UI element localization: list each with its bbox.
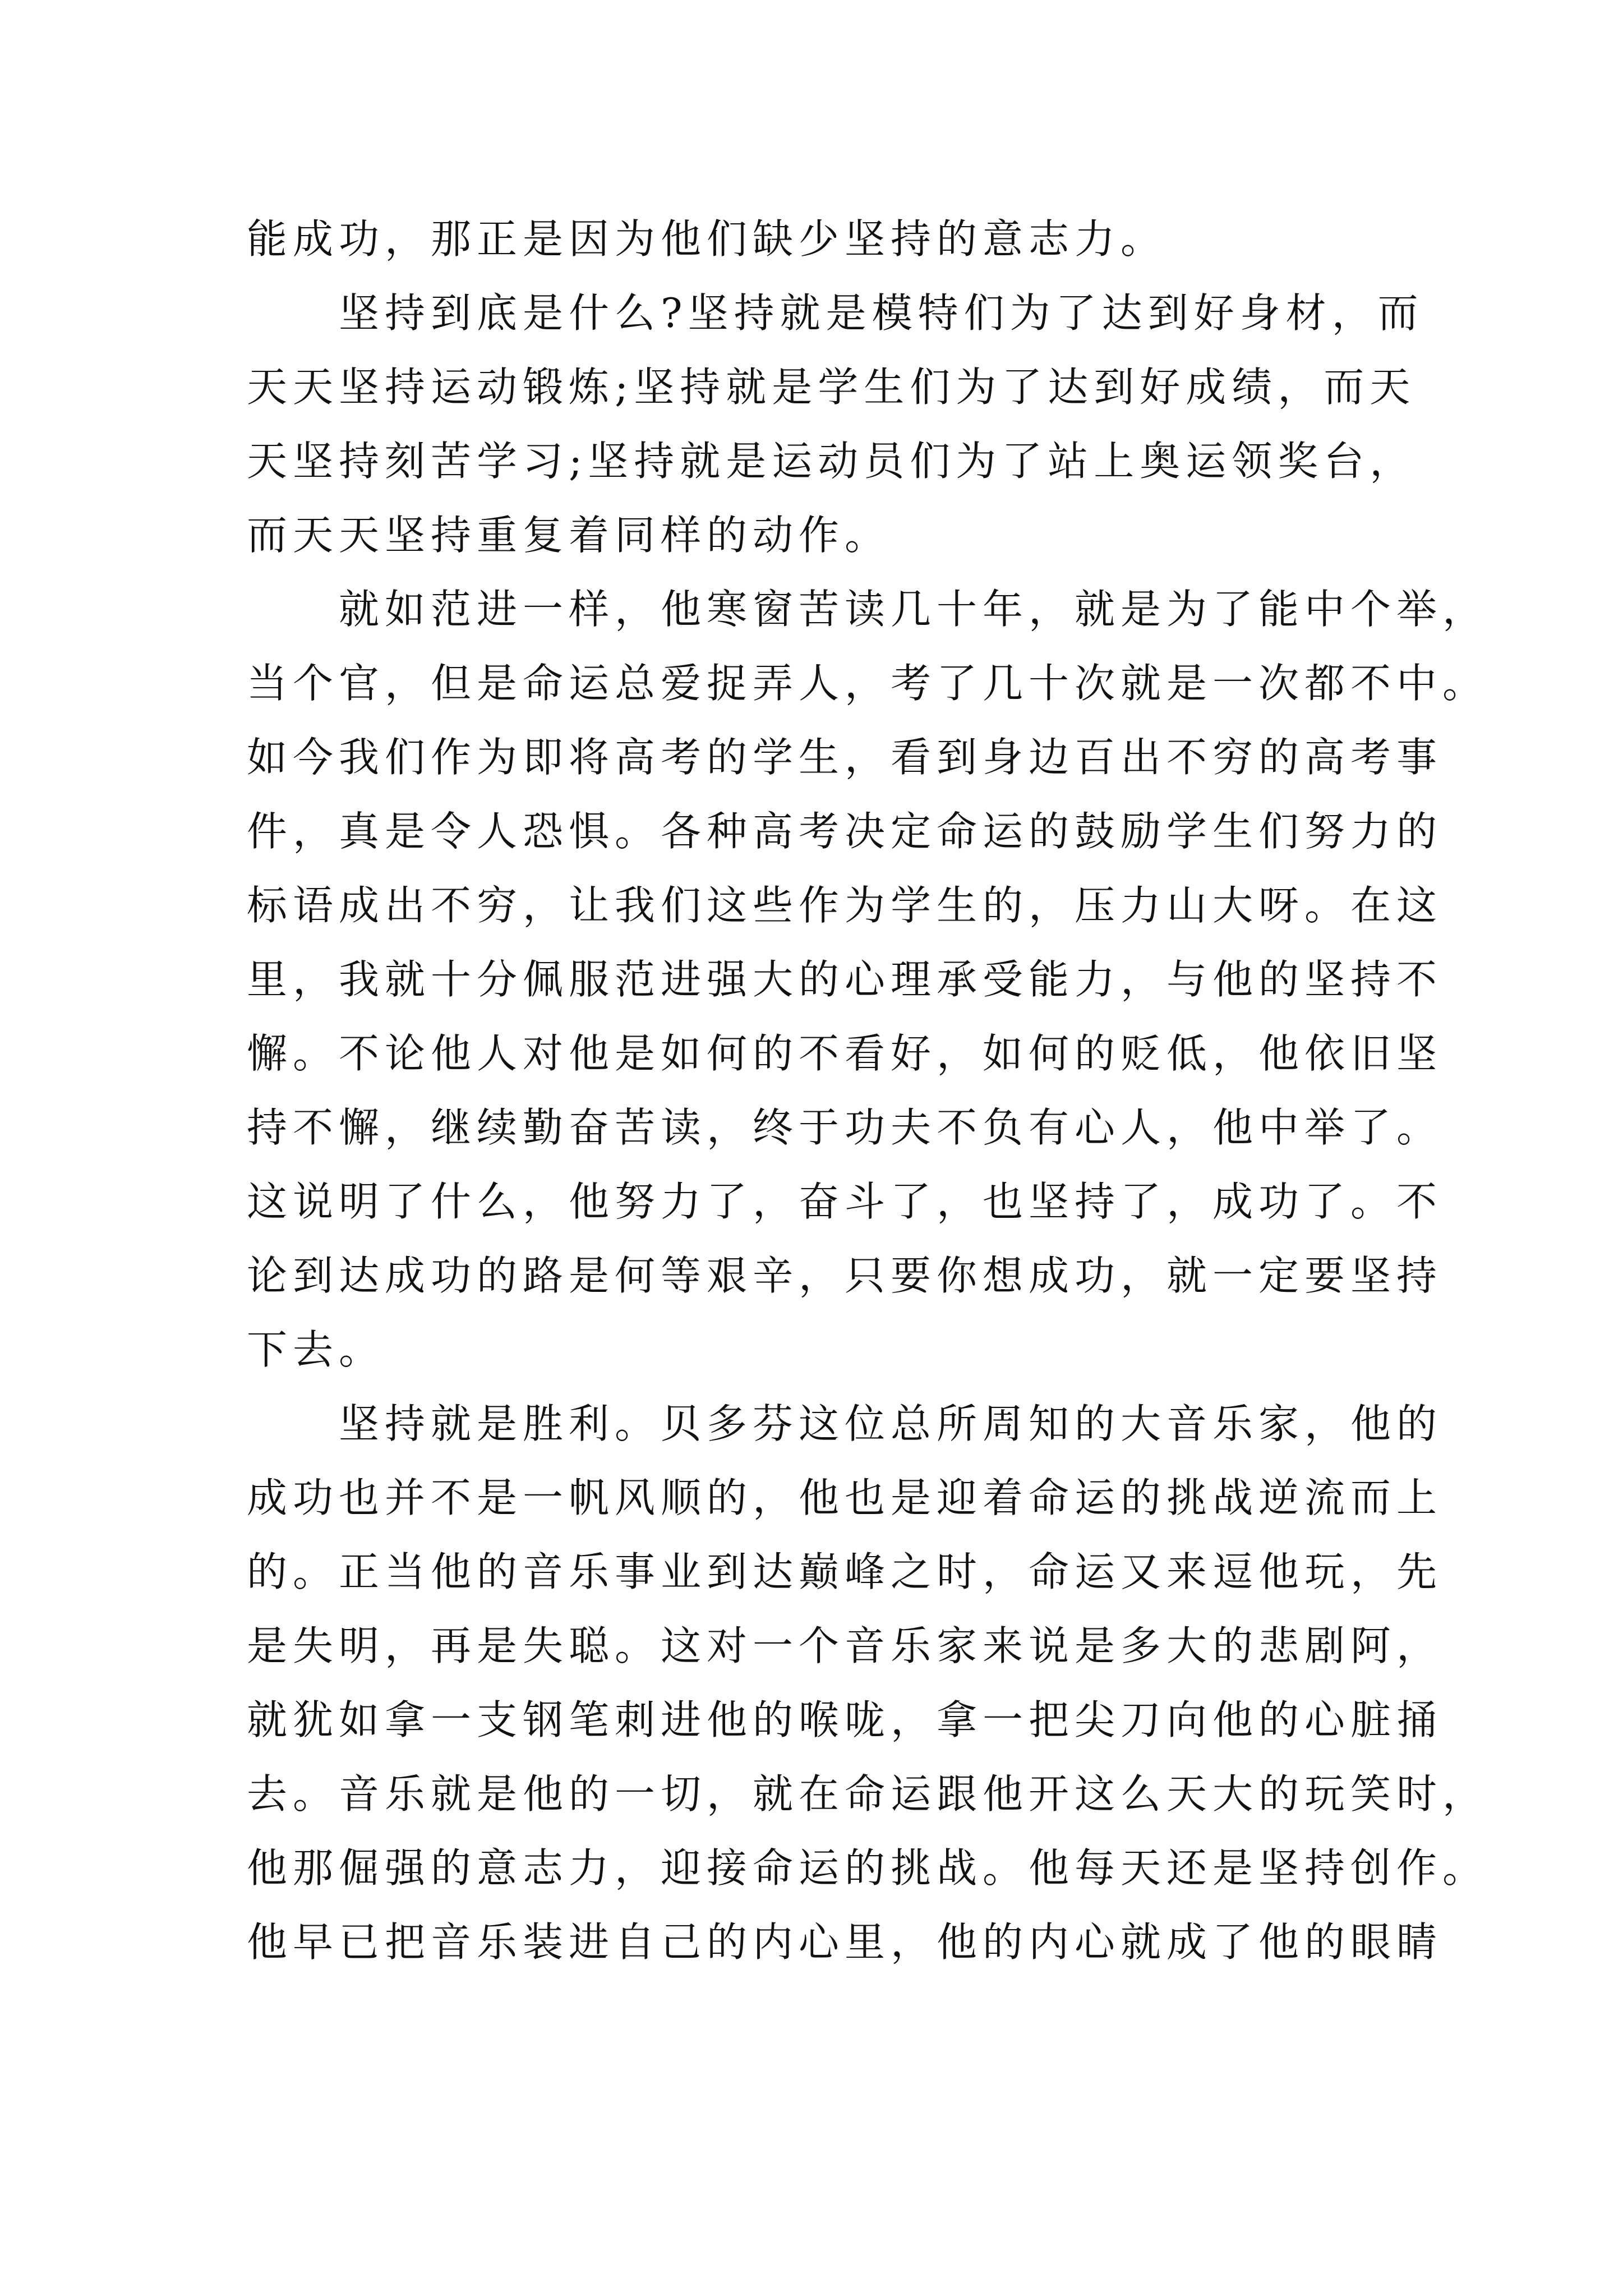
text-line: 他早已把音乐装进自己的内心里，他的内心就成了他的眼睛 — [247, 1918, 1443, 1966]
text-line: 去。音乐就是他的一切，就在命运跟他开这么天大的玩笑时， — [247, 1770, 1489, 1818]
text-line: 里，我就十分佩服范进强大的心理承受能力，与他的坚持不 — [247, 956, 1443, 1003]
text-line: 这说明了什么，他努力了，奋斗了，也坚持了，成功了。不 — [247, 1178, 1443, 1225]
text-line: 天坚持刻苦学习;坚持就是运动员们为了站上奥运领奖台， — [247, 438, 1416, 485]
text-line: 能成功，那正是因为他们缺少坚持的意志力。 — [247, 215, 1167, 263]
text-line: 当个官，但是命运总爱捉弄人，考了几十次就是一次都不中。 — [247, 660, 1489, 707]
text-line: 懈。不论他人对他是如何的不看好，如何的贬低，他依旧坚 — [247, 1030, 1443, 1077]
text-line: 下去。 — [247, 1326, 385, 1373]
text-line: 是失明，再是失聪。这对一个音乐家来说是多大的悲剧阿， — [247, 1622, 1443, 1669]
text-line: 坚持到底是什么?坚持就是模特们为了达到好身材，而 — [247, 289, 1424, 337]
text-line: 标语成出不穷，让我们这些作为学生的，压力山大呀。在这 — [247, 882, 1443, 929]
text-line: 论到达成功的路是何等艰辛，只要你想成功，就一定要坚持 — [247, 1252, 1443, 1299]
text-line: 坚持就是胜利。贝多芬这位总所周知的大音乐家，他的 — [247, 1400, 1443, 1447]
text-line: 持不懈，继续勤奋苦读，终于功夫不负有心人，他中举了。 — [247, 1104, 1443, 1151]
text-line: 而天天坚持重复着同样的动作。 — [247, 512, 891, 559]
text-line: 件，真是令人恐惧。各种高考决定命运的鼓励学生们努力的 — [247, 808, 1443, 855]
text-line: 就如范进一样，他寒窗苦读几十年，就是为了能中个举， — [247, 586, 1489, 633]
text-line: 如今我们作为即将高考的学生，看到身边百出不穷的高考事 — [247, 734, 1443, 781]
body-text — [247, 202, 1489, 1979]
text-line: 天天坚持运动锻炼;坚持就是学生们为了达到好成绩，而天 — [247, 364, 1416, 411]
text-line: 的。正当他的音乐事业到达巅峰之时，命运又来逗他玩，先 — [247, 1548, 1443, 1595]
text-line: 就犹如拿一支钢笔刺进他的喉咙，拿一把尖刀向他的心脏捅 — [247, 1696, 1443, 1743]
text-line: 成功也并不是一帆风顺的，他也是迎着命运的挑战逆流而上 — [247, 1474, 1443, 1521]
text-line: 他那倔强的意志力，迎接命运的挑战。他每天还是坚持创作。 — [247, 1844, 1489, 1892]
